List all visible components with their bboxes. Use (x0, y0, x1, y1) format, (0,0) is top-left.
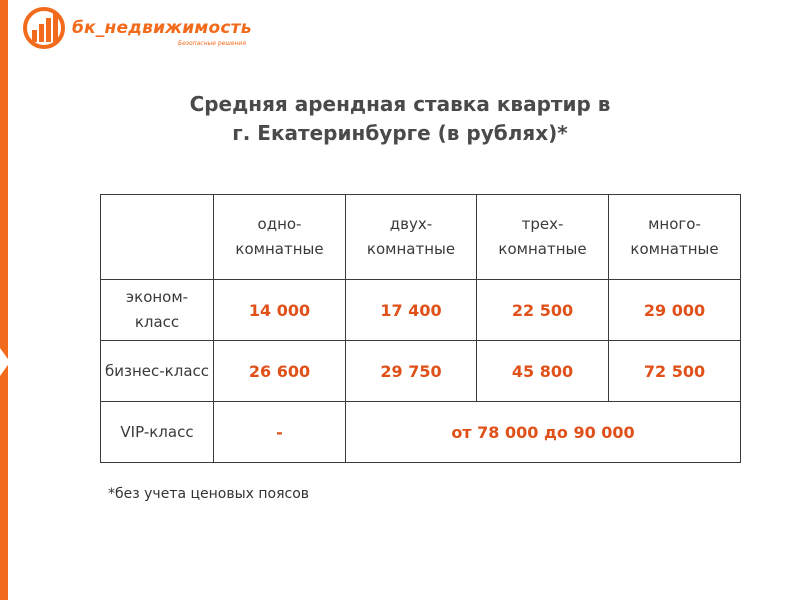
logo-tagline: Безопасные решения (178, 40, 246, 47)
column-header: одно-комнатные (214, 195, 346, 280)
title-line-2: г. Екатеринбурге (в рублях)* (232, 121, 568, 145)
row-header: эконом-класс (101, 280, 214, 341)
table-row (101, 341, 741, 402)
left-accent-bar (0, 0, 8, 600)
company-logo (22, 6, 262, 52)
table-corner-cell (101, 195, 214, 280)
table-cell-value-range: от 78 000 до 90 000 (346, 402, 741, 463)
table-cell-value: 14 000 (214, 280, 346, 341)
row-header: VIP-класс (101, 402, 214, 463)
table-cell-value: - (214, 402, 346, 463)
table-row (101, 402, 741, 463)
column-header: трех-комнатные (477, 195, 609, 280)
table-cell-value: 29 750 (346, 341, 477, 402)
row-header: бизнес-класс (101, 341, 214, 402)
footnote: *без учета ценовых поясов (108, 486, 310, 502)
column-header: много-комнатные (609, 195, 741, 280)
table-cell-value: 26 600 (214, 341, 346, 402)
page-title (100, 90, 700, 148)
title-line-1: Средняя арендная ставка квартир в (189, 92, 611, 116)
table-header-row (101, 195, 741, 280)
column-header: двух-комнатные (346, 195, 477, 280)
table-cell-value: 45 800 (477, 341, 609, 402)
table-cell-value: 72 500 (609, 341, 741, 402)
logo-chart-icon (22, 6, 66, 50)
left-bar-notch (0, 348, 10, 376)
table-cell-value: 22 500 (477, 280, 609, 341)
table-cell-value: 17 400 (346, 280, 477, 341)
logo-brand-text: бк_недвижимость (72, 18, 252, 38)
table-cell-value: 29 000 (609, 280, 741, 341)
rent-table (100, 194, 741, 463)
table-row (101, 280, 741, 341)
